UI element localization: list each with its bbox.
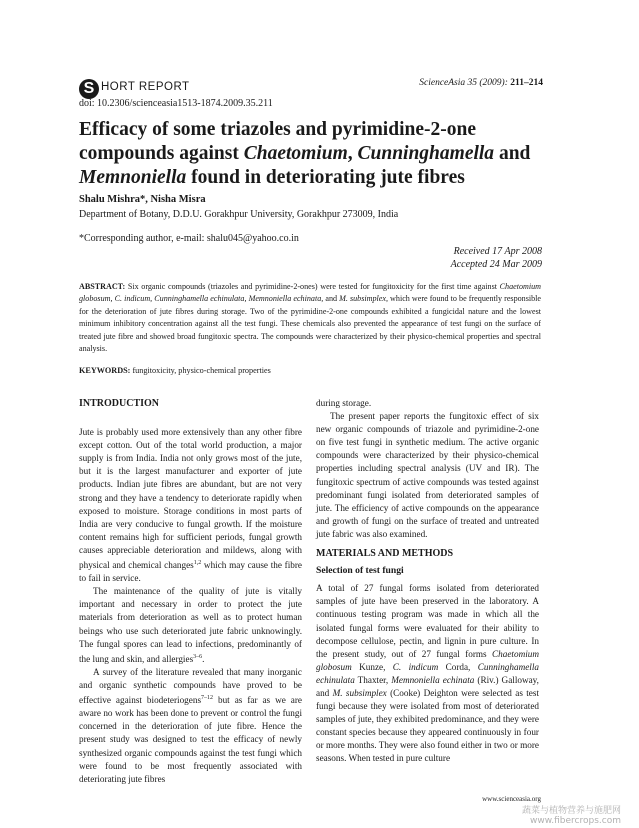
article-title xyxy=(79,118,549,190)
subheading-selection-test-fungi: Selection of test fungi xyxy=(316,565,404,577)
intro-p1-text: Jute is probably used more extensively than any other fibre except cotton. Out of the total world production, a major supply is from India. India not only grows most of the jute, but it is the largest manufacturer and exporter of jute products. Indian jute fibres are abundant, but are not very strong and they have a tendency to deteriorate rapidly when exposed to moisture. Storage conditions in most parts of India are very conducive to fungal growth. If the moisture content remains high for sufficient periods, fungal growth causes appreciable deterioration and mildews, along with physical and chemical changes xyxy=(79,427,302,571)
journal-name: ScienceAsia 35 (2009): xyxy=(419,78,508,88)
section-heading-materials-methods: MATERIALS AND METHODS xyxy=(316,548,454,560)
abstract-text-2: and xyxy=(323,294,340,304)
title-genus-cunninghamella: Cunninghamella xyxy=(357,143,495,164)
section-heading-introduction: INTRODUCTION xyxy=(79,398,160,409)
intro-paragraph-2 xyxy=(79,585,302,666)
received-date: Received 17 Apr 2008 xyxy=(453,246,542,257)
authors: Shalu Mishra*, Nisha Misra xyxy=(79,194,206,205)
article-dates xyxy=(451,245,542,271)
left-column xyxy=(79,397,302,786)
corresponding-author: *Corresponding author, e-mail: shalu045@yahoo.co.in xyxy=(79,233,299,244)
methods-text-b: Kunze, xyxy=(351,661,393,672)
ref-1-2[interactable]: 1,2 xyxy=(193,560,202,567)
species-m-subsimplex: M. subsimplex xyxy=(332,687,387,698)
methods-text-e: (Riv.) Galloway, and xyxy=(316,674,539,698)
title-line-1: Efficacy of some triazoles and pyrimidine-2-one xyxy=(79,119,476,140)
intro-p1-end: which may cause the fibre to fail in service. xyxy=(79,560,302,584)
intro-paragraph-1 xyxy=(79,426,302,585)
footer-url[interactable]: www.scienceasia.org xyxy=(482,795,541,803)
title-genus-chaetomium: Chaetomium xyxy=(243,143,348,164)
title-genus-memnoniella: Memnoniella xyxy=(79,167,187,188)
right-column xyxy=(316,397,539,766)
intro-p3-text-b: but as far as we are aware no work has been done to prevent or control the fungi concerned in the deterioration of jute fibre. Hence the present study was designed to test the efficacy of newly synthesized organic compounds against the test fungi which were found to be most frequently associated with deteriorating jute fibres xyxy=(79,695,302,784)
species-memnoniella-echinata: Memnoniella echinata xyxy=(391,674,475,685)
article-type-label: HORT REPORT xyxy=(101,81,190,93)
intro-p2-end: . xyxy=(202,653,205,664)
watermark-line-1: 蔬菜与植物营养与施肥网 xyxy=(521,806,621,816)
keywords-label: KEYWORDS: xyxy=(79,366,131,375)
methods-text-c: Corda, xyxy=(438,661,478,672)
methods-text-a: A total of 27 fungal forms isolated from deteriorated samples of jute have been preserved in the laboratory. A continuous testing program was made in which all the isolated fungal forms were evaluated for their ability to decompose cellulose, pectin, and lignin in pure culture. In the present study, out of 27 fungal forms xyxy=(316,583,539,659)
ref-3-6[interactable]: 3–6 xyxy=(193,653,203,660)
methods-text-f: (Cooke) Deighton were selected as test fungi because they were isolated from most of deteriorated samples of jute, they exhibited predominance, and they were constant species because they appeared continuously in four or more months. They were also found either in two or more seasons. When tested in pure culture xyxy=(316,687,540,764)
short-report-logo: S xyxy=(79,79,99,99)
right-p0: during storage. xyxy=(316,398,372,408)
intro-paragraph-3 xyxy=(79,666,302,786)
title-comma: , xyxy=(347,143,358,164)
watermark-line-2: www.fibercrops.com xyxy=(530,816,621,826)
abstract-text-3: which were found to be frequently responsible for the deterioration of jute fibres during storage. Two of the pyrimidine-2-one compounds exhibited a fungicidal nature and the lowest minimum inhibitory concentration against all the test fungi. These chemicals also prevented the appearance of test fungi on the surface of treated jute fibre and showed broad fungitoxic spectra. The compounds were characterized by their physico-chemical properties and spectral analysis. xyxy=(79,294,541,354)
keywords-text: fungitoxicity, physico-chemical properties xyxy=(130,366,271,375)
intro-paragraph-4: The present paper reports the fungitoxic effect of six new organic compounds of triazole and pyrimidine-2-one on five test fungi in synthetic medium. The active organic compounds were characterized by their physico-chemical properties including spectral analysis (UV and IR). The fungitoxic spectrum of active compounds was tested against predominant fungi isolated from deteriorated samples of jute. The efficiency of active compounds on the appearance and growth of fungi on the surface of treated and untreated jute fabric was also examined. xyxy=(316,411,539,539)
methods-paragraph-1 xyxy=(316,582,539,765)
abstract xyxy=(79,281,541,355)
ref-7-12[interactable]: 7–12 xyxy=(201,695,214,702)
keywords xyxy=(79,366,271,375)
intro-p2-text: The maintenance of the quality of jute is vitally important and necessary in order to protect the jute materials from deterioration as well as to protect human beings who use such deteriorated jute fabric unknowingly. The fungal spores can lead to infections, predominantly of the lung and skin, and allergies xyxy=(79,586,302,664)
abstract-species-2: M. subsimplex, xyxy=(339,294,388,304)
watermark xyxy=(522,806,621,826)
journal-citation xyxy=(419,78,543,88)
methods-text-d: Thaxter, xyxy=(354,674,392,685)
doi[interactable]: doi: 10.2306/scienceasia1513-1874.2009.35.211 xyxy=(79,98,273,109)
species-c-indicum: C. indicum xyxy=(392,661,439,672)
abstract-text-1: Six organic compounds (triazoles and pyrimidine-2-ones) were tested for fungitoxicity for the first time against xyxy=(125,282,500,291)
abstract-label: ABSTRACT: xyxy=(79,282,126,291)
intro-p3-text-a: A survey of the literature revealed that many inorganic and organic synthetic compounds have proved to be effective against biodeteriogens xyxy=(79,666,302,706)
title-line-3-text: found in deteriorating jute fibres xyxy=(186,167,465,188)
species-chaetomium-globosum: Chaetomium globosum xyxy=(316,648,539,672)
title-line-2-text: compounds against xyxy=(79,143,244,164)
abstract-species-1: Chaetomium globosum, C. indicum, Cunninghamella echinulata, Memnoniella echinata, xyxy=(79,282,541,304)
accepted-date: Accepted 24 Mar 2009 xyxy=(450,259,542,270)
affiliation: Department of Botany, D.D.U. Gorakhpur University, Gorakhpur 273009, India xyxy=(79,209,399,220)
journal-pages: 211–214 xyxy=(510,78,543,88)
title-and: and xyxy=(494,143,531,164)
species-cunninghamella-echinulata: Cunninghamella echinulata xyxy=(316,661,539,685)
